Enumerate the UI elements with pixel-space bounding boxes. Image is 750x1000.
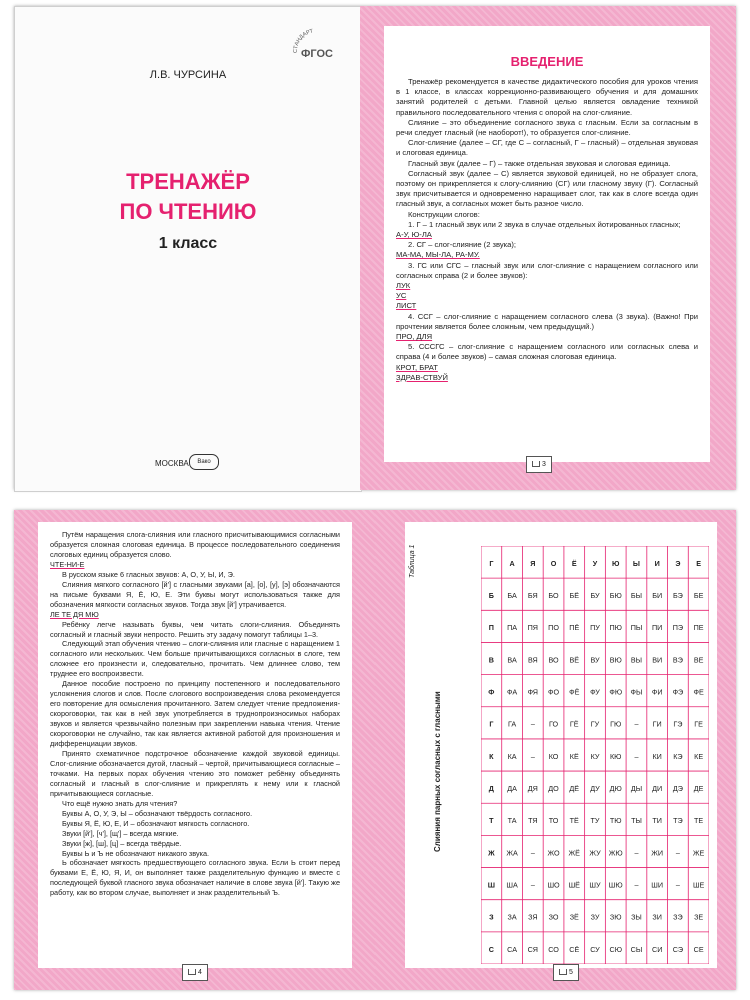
- table-consonant-header: К: [489, 751, 494, 761]
- page-4-paragraph: Данное пособие построено по принципу постепенного и последовательного усложнения слогов и слов. После слогового воспроизведения слова рекомендуется его повторение для осмысления прочитанного. Затем следует чтение предложения-скороговорки, так как в ней звук употребляется в труднопроизносимых наборах звуков и является чрезвычайно полезным при закреплении навыка чтения. Чтение скороговорки не случайно, так как является активной работой для произношения и дифференциации звуков.: [50, 679, 340, 749]
- table-cell: ЗЭ: [673, 912, 683, 922]
- page-3-text: [384, 77, 710, 383]
- table-cell: КА: [507, 751, 517, 761]
- table-cell: СЕ: [693, 944, 704, 954]
- table-cell: ФЭ: [672, 687, 684, 697]
- page-4-paragraph: Звуки [ж], [ш], [ц] – всегда твёрдые.: [62, 838, 182, 848]
- table-cell: ГУ: [590, 719, 600, 729]
- table-vowel-header: Е: [696, 558, 702, 568]
- table-cell: ФЯ: [527, 687, 539, 697]
- book-icon: [559, 969, 567, 975]
- book-icon: [532, 461, 540, 467]
- table-cell: ШЕ: [692, 880, 705, 890]
- table-cell: БИ: [652, 591, 663, 601]
- table-cell: ЗЁ: [569, 912, 579, 922]
- table-cell: СЫ: [630, 944, 643, 954]
- cover-grade: 1 класс: [158, 235, 218, 252]
- table-cell: ВЁ: [569, 655, 580, 665]
- table-cell: ГА: [507, 719, 517, 729]
- table-cell: СО: [548, 944, 559, 954]
- table-cell: ФА: [507, 687, 518, 697]
- syllable-table: [481, 546, 709, 964]
- table-cell: ВЫ: [630, 655, 643, 665]
- table-cell: КЕ: [694, 751, 704, 761]
- table-cell: КУ: [590, 751, 600, 761]
- table-cell: ПЫ: [630, 623, 643, 633]
- page-3-paragraph: Слог-слияние (далее – СГ, где С – согласный, Г – гласный) – отдельная звуковая и слоговая единица.: [396, 138, 698, 158]
- page-4-paragraph: ЛЕ ТЕ ДЯ МЮ: [50, 609, 99, 619]
- table-cell: ПЭ: [672, 623, 684, 633]
- page-4-paragraph: Буквы А, О, У, Э, Ы – обозначают твёрдость согласного.: [62, 808, 253, 818]
- table-cell: ША: [506, 880, 518, 890]
- table-consonant-header: Ш: [487, 880, 495, 890]
- table-cell: ЗЮ: [609, 912, 622, 922]
- table-vowel-header: Ы: [632, 558, 640, 568]
- table-cell: СЮ: [609, 944, 622, 954]
- table-cell: –: [530, 751, 535, 761]
- table-cell: ФИ: [651, 687, 663, 697]
- page-4-paragraph: В русском языке 6 гласных звуков: А, О, У, Ы, И, Э.: [62, 569, 235, 579]
- table-cell: ЗУ: [590, 912, 600, 922]
- table-cell: ШИ: [651, 880, 664, 890]
- page-3-paragraph: 4. ССГ – слог-слияние с наращением согласного слева (3 звука). (Важно! При прочтении является более сложным, чем предыдущий.): [396, 311, 698, 331]
- page-3-paragraph: Тренажёр рекомендуется в качестве дидактического пособия для уроков чтения в 1 классе, в классах коррекционно-развивающего обучения и для домашних занятий родителей с детьми. Главной целью является овладение техникой правильного последовательного чтения с опорой на слог-слияние.: [396, 77, 698, 117]
- page-3: [360, 6, 736, 490]
- page-4-paragraph: Принято схематичное подстрочное обозначение каждой звуковой единицы. Слог-слияние обозначается дугой, гласный – чертой, причитывающиеся согласные – точками. На первых порах обучения чтению это поможет ребёнку объединять согласный и гласный в слог-слияние и прикреплять к нему или к гласной причитывающиеся согласные.: [50, 748, 340, 798]
- page-4-paragraph: Слияния мягкого согласного [й'] с гласными звуками [а], [о], [у], [э] обозначаются на письме буквами Я, Ё, Ю, Е. Эти буквы могут использоваться также для обозначения мягкости согласных звуков. Тогда звук [й'] утрачивается.: [50, 579, 340, 609]
- table-cell: БЫ: [630, 591, 643, 601]
- table-cell: ШЮ: [608, 880, 623, 890]
- table-consonant-header: Ж: [488, 848, 495, 858]
- page-4-content: [38, 522, 352, 968]
- table-cell: ДЭ: [672, 784, 683, 794]
- table-consonant-header: Б: [488, 591, 494, 601]
- page-5-number: [553, 964, 579, 981]
- table-cell: СУ: [590, 944, 600, 954]
- cover-author: Л.В. ЧУРСИНА: [149, 69, 227, 81]
- page-3-paragraph: Гласный звук (далее – Г) – также отдельная звуковая и слоговая единица.: [408, 158, 671, 168]
- table-cell: СЯ: [527, 944, 539, 954]
- table-consonant-header: Д: [488, 784, 494, 794]
- page-4-paragraph: Буквы Я, Ё, Ю, Е, И – обозначают мягкость согласного.: [62, 818, 250, 828]
- table-cell: ДЁ: [569, 784, 580, 794]
- page-3-paragraph: 5. СССГС – слог-слияние с наращением согласного или согласных слева и справа (4 и более звуков) – самая сложная слоговая единица.: [396, 342, 698, 362]
- table-cell: ДО: [548, 784, 559, 794]
- table-cell: ДЮ: [609, 784, 622, 794]
- table-cell: ЗЫ: [631, 912, 642, 922]
- table-cell: ТЕ: [694, 816, 704, 826]
- table-cell: ПЮ: [609, 623, 622, 633]
- table-cell: ЖЮ: [608, 848, 623, 858]
- table-cell: СИ: [652, 944, 663, 954]
- table-cell: БЭ: [673, 591, 683, 601]
- table-cell: ТЯ: [528, 816, 538, 826]
- table-cell: ВУ: [590, 655, 600, 665]
- page-4-number-text: 4: [198, 969, 202, 976]
- table-cell: ФЁ: [569, 687, 580, 697]
- page-4-paragraph: Следующий этап обучения чтению – слоги-слияния или гласные с наращением 1 согласного или нескольких. Чем больше причитывающихся согласных в слоге, тем сложнее его произнести и, следовательно, прочитать. Чем длиннее слово, тем труднее его воспроизвести.: [50, 639, 340, 679]
- table-cell: КЭ: [673, 751, 683, 761]
- table-title: Слияния парных согласных с гласными: [433, 691, 442, 852]
- page-3-paragraph: Согласный звук (далее – С) является звуковой единицей, но не образует слога, поэтому он прикрепляется к слогу-слиянию (СГ) или гласному звуку (Г). Согласный звук присчитывается и одновременно наращивает слог, так как в слоге всегда один гласный звук, а согласных может быть разное число.: [396, 168, 698, 209]
- page-3-paragraph: 1. Г – 1 гласный звук или 2 звука в случае отдельных йотированных гласных;: [408, 219, 681, 229]
- table-cell: ШЁ: [568, 880, 580, 890]
- table-cell: –: [675, 880, 680, 890]
- table-consonant-header: Г: [489, 719, 494, 729]
- table-cell: ВЭ: [672, 655, 683, 665]
- table-cell: ТА: [507, 816, 517, 826]
- page-3-number-text: 3: [542, 461, 546, 468]
- table-cell: ЖА: [506, 848, 518, 858]
- table-cell: ФО: [548, 687, 560, 697]
- page-4-paragraph: ЧТЕ-НИ-Е: [50, 559, 85, 569]
- table-vowel-header: Ё: [571, 558, 577, 568]
- table-corner-header: Г: [489, 558, 494, 568]
- table-vowel-header: У: [592, 558, 598, 568]
- table-cell: ДУ: [590, 784, 600, 794]
- page-3-paragraph: 2. СГ – слог-слияние (2 звука);: [408, 240, 517, 250]
- table-vowel-header: А: [509, 558, 515, 568]
- table-cell: ТИ: [652, 816, 662, 826]
- table-cell: ТЁ: [569, 816, 579, 826]
- table-cell: ДЯ: [527, 784, 538, 794]
- table-cell: ДИ: [652, 784, 663, 794]
- publisher-logo: Вако: [189, 454, 219, 470]
- page-3-paragraph: Конструкции слогов:: [408, 209, 480, 219]
- page-4-paragraph: Буквы Ь и Ъ не обозначают никакого звука.: [62, 848, 210, 858]
- table-cell: СЭ: [672, 944, 684, 954]
- page-3-number: [526, 456, 552, 473]
- table-vowel-header: О: [550, 558, 557, 568]
- table-cell: БУ: [590, 591, 600, 601]
- table-cell: ГО: [548, 719, 559, 729]
- table-cell: ТЮ: [609, 816, 622, 826]
- table-cell: –: [675, 848, 680, 858]
- page-4-paragraph: Звуки [й'], [ч'], [щ'] – всегда мягкие.: [62, 828, 179, 838]
- page-5-number-text: 5: [569, 969, 573, 976]
- page-4-paragraph: Что ещё нужно знать для чтения?: [62, 798, 178, 808]
- table-cell: ДЫ: [630, 784, 643, 794]
- table-cell: ПИ: [652, 623, 663, 633]
- table-cell: –: [634, 848, 639, 858]
- page-4-paragraph: Ь обозначает мягкость предшествующего согласного звука. Если Ь стоит перед буквами Е, Ё, Ю, Я, И, он выполняет также разделительную функцию и вместе с последующей буквой гласного звука обозначает наличие в слове звука [й']. Такую же работу, как во втором случае, выполняет и знак разделительный Ъ.: [50, 858, 340, 898]
- page-3-paragraph: УС: [396, 291, 407, 301]
- publisher-city: МОСКВА: [155, 459, 189, 468]
- page-4-number: [182, 964, 208, 981]
- table-cell: ФЮ: [609, 687, 623, 697]
- table-cell: ТУ: [590, 816, 600, 826]
- table-cell: ВА: [507, 655, 517, 665]
- table-cell: ЖЁ: [568, 848, 580, 858]
- cover-title-line1: ТРЕНАЖЁР: [126, 169, 250, 194]
- table-cell: БА: [507, 591, 517, 601]
- table-cell: ТЫ: [631, 816, 642, 826]
- table-cell: ТЭ: [673, 816, 683, 826]
- table-cell: ЗИ: [652, 912, 662, 922]
- table-cell: ВЯ: [527, 655, 538, 665]
- table-cell: КИ: [652, 751, 662, 761]
- table-cell: ДА: [507, 784, 517, 794]
- table-cell: ВЮ: [609, 655, 622, 665]
- table-cell: ГЭ: [673, 719, 683, 729]
- table-cell: –: [634, 880, 639, 890]
- page-4-paragraph: Путём наращения слога-слияния или гласного присчитывающимися согласными образуется сложная слоговая единица. В процессе последовательного соединения слоговых единиц образуется слово.: [50, 530, 340, 559]
- table-vowel-header: Ю: [612, 558, 620, 568]
- table-cell: ЖЕ: [692, 848, 705, 858]
- cover-title-line2: ПО ЧТЕНИЮ: [119, 199, 257, 224]
- page-3-paragraph: А-У, Ю-ЛА: [396, 230, 432, 240]
- page-3-paragraph: КРОТ, БРАТ: [396, 362, 438, 372]
- table-consonant-header: В: [488, 655, 494, 665]
- table-cell: БЯ: [527, 591, 538, 601]
- page-3-heading: ВВЕДЕНИЕ: [510, 54, 584, 69]
- table-cell: ШО: [547, 880, 560, 890]
- table-consonant-header: Т: [489, 816, 494, 826]
- table-cell: КЮ: [610, 751, 622, 761]
- table-cell: ВО: [548, 655, 559, 665]
- page-4: [14, 510, 375, 990]
- table-cell: ГЮ: [610, 719, 622, 729]
- table-cell: ДЕ: [693, 784, 704, 794]
- page-3-paragraph: Слияние – это объединение согласного звука с гласным. Если за согласным в речи следует гласный (не наоборот!), то образуется слог-слияние.: [396, 117, 698, 138]
- table-cell: ГИ: [652, 719, 662, 729]
- cover-title: [15, 167, 361, 227]
- book-icon: [188, 969, 196, 975]
- table-cell: –: [530, 880, 535, 890]
- table-cell: ПУ: [590, 623, 600, 633]
- fgos-arc-text: СТАНДАРТ: [292, 28, 314, 54]
- table-cell: ЖО: [547, 848, 560, 858]
- table-cell: ВЕ: [693, 655, 704, 665]
- page-4-paragraph: Ребёнку легче называть буквы, чем читать слоги-слияния. Объединять согласный и гласный звуки непросто. Решить эту задачу помогут таблицы 1–3.: [50, 619, 340, 639]
- table-cell: ПЕ: [693, 623, 704, 633]
- table-cell: ЖУ: [589, 848, 601, 858]
- table-consonant-header: С: [488, 944, 494, 954]
- page-3-paragraph: МА-МА, МЫ-ЛА, РА-МУ.: [396, 250, 480, 260]
- table-consonant-header: Ф: [488, 687, 495, 697]
- table-cell: –: [634, 751, 639, 761]
- table-cell: КО: [548, 751, 559, 761]
- table-cell: ЗА: [507, 912, 517, 922]
- table-cell: БЁ: [569, 591, 580, 601]
- spread-pages-4-5: [14, 510, 736, 990]
- table-cell: БЮ: [609, 591, 622, 601]
- table-cell: ФУ: [590, 687, 600, 697]
- table-vowel-header: Я: [530, 558, 536, 568]
- table-cell: БЕ: [693, 591, 704, 601]
- table-vowel-header: И: [654, 558, 660, 568]
- table-cell: СЁ: [569, 944, 580, 954]
- table-cell: ТО: [548, 816, 559, 826]
- table-cell: –: [634, 719, 639, 729]
- page-3-paragraph: ЛУК: [396, 281, 411, 291]
- page-3-content: [384, 26, 710, 462]
- table-cell: БО: [548, 591, 559, 601]
- table-consonant-header: П: [488, 623, 494, 633]
- table-cell: ПА: [507, 623, 518, 633]
- table-cell: КЁ: [569, 751, 579, 761]
- table-cell: ШУ: [589, 880, 601, 890]
- page-4-text: [38, 522, 352, 898]
- table-consonant-header: З: [489, 912, 494, 922]
- table-cell: ФЫ: [630, 687, 643, 697]
- fgos-label: ФГОС: [301, 48, 333, 60]
- table-cell: ФЕ: [693, 687, 704, 697]
- cover-page: [14, 6, 362, 492]
- table-cell: ЗЯ: [528, 912, 538, 922]
- page-3-paragraph: ЛИСТ: [396, 301, 417, 311]
- table-label: Таблица 1: [409, 544, 416, 578]
- table-cell: ВИ: [652, 655, 663, 665]
- table-cell: СА: [507, 944, 518, 954]
- table-cell: ЗО: [548, 912, 559, 922]
- page-5: [375, 510, 736, 990]
- page-3-paragraph: ЗДРАВ-СТВУЙ: [396, 372, 448, 382]
- table-cell: ПЁ: [569, 623, 580, 633]
- table-vowel-header: Э: [675, 558, 681, 568]
- spread-cover-and-page-3: [14, 6, 736, 490]
- table-cell: ЖИ: [651, 848, 664, 858]
- table-cell: ЗЕ: [694, 912, 704, 922]
- table-cell: ГЁ: [569, 719, 579, 729]
- page-5-content: [405, 522, 717, 968]
- table-cell: ПО: [548, 623, 559, 633]
- table-cell: –: [530, 719, 535, 729]
- table-cell: –: [530, 848, 535, 858]
- page-3-paragraph: ПРО, ДЛЯ: [396, 332, 433, 342]
- page-3-paragraph: 3. ГС или СГС – гласный звук или слог-слияние с наращением согласного или согласных справа (2 и более звуков):: [396, 260, 698, 280]
- table-cell: ПЯ: [527, 623, 538, 633]
- table-cell: ГЕ: [694, 719, 703, 729]
